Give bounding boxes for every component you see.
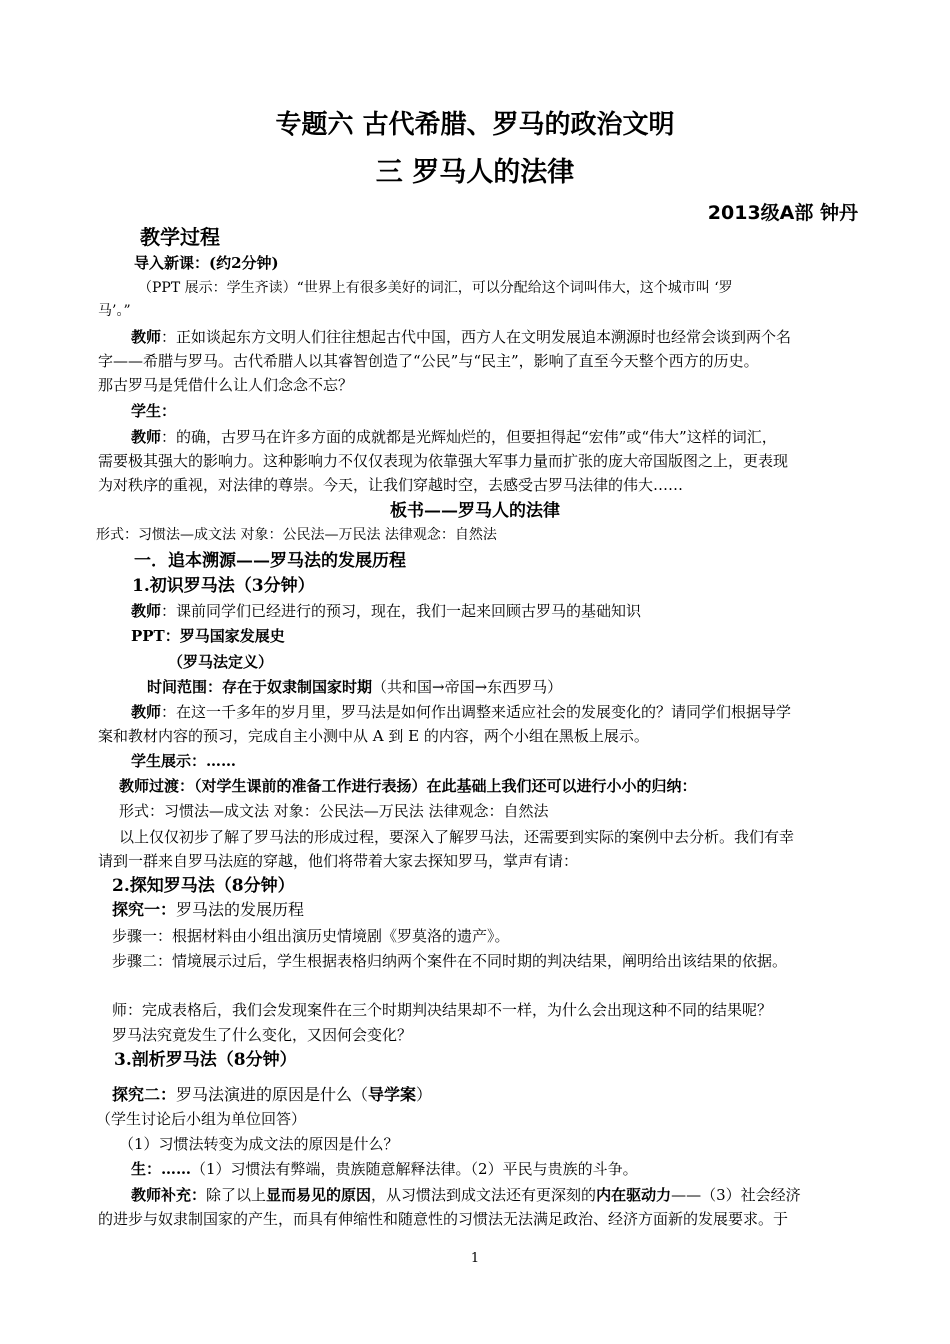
summary-line: 形式：习惯法—成文法 对象：公民法—万民法 法律观念：自然法 xyxy=(119,802,549,820)
supplement-emphasis: 内在驱动力 xyxy=(596,1186,672,1204)
roman-law-definition: （罗马法定义） xyxy=(168,653,274,671)
student-answer-label: 生：…… xyxy=(131,1160,192,1178)
section-teaching-process: 教学过程 xyxy=(140,225,220,249)
paragraph-text: ：在这一千多年的岁月里，罗马法是如何作出调整来适应社会的发展变化的？请同学们根据导学 xyxy=(161,703,792,721)
paragraph-line: 为对秩序的重视，对法律的尊崇。今天，让我们穿越时空，去感受古罗马法律的伟大…… xyxy=(98,476,684,494)
student-label: 学生： xyxy=(131,402,177,420)
explore-label: 探究二： xyxy=(112,1085,177,1104)
board-title: 板书——罗马人的法律 xyxy=(390,501,560,521)
paragraph-line: 字——希腊与罗马。古代希腊人以其睿智创造了“公民”与“民主”，影响了直至今天整个西方的历史。 xyxy=(98,352,759,370)
document-subtitle: 三 罗马人的法律 xyxy=(375,157,575,188)
teacher-label: 教师 xyxy=(131,328,162,346)
paragraph-line xyxy=(131,600,641,622)
question-line: 师：完成表格后，我们会发现案件在三个时期判决结果却不一样，为什么会出现这种不同的结果呢？ xyxy=(112,1001,773,1019)
paragraph-text: ：正如谈起东方文明人们往往想起古代中国，西方人在文明发展追本溯源时也经常会谈到两个名 xyxy=(161,328,792,346)
explore-two xyxy=(112,1084,432,1106)
teacher-label: 教师 xyxy=(131,602,162,620)
paragraph-text: ：课前同学们已经进行的预习，现在，我们一起来回顾古罗马的基础知识 xyxy=(161,602,642,620)
ppt-label: PPT：罗马国家发展史 xyxy=(131,627,285,645)
teacher-label: 教师 xyxy=(131,703,162,721)
subsection-heading: 2.探知罗马法（8分钟） xyxy=(112,876,295,896)
supplement-text: 除了以上 xyxy=(206,1186,267,1204)
paragraph-line: 需要极其强大的影响力。这种影响力不仅仅表现为依靠强大军事力量而扩张的庞大帝国版图之上，更表现 xyxy=(98,452,789,470)
time-range-label: 时间范围：存在于奴隶制国家时期 xyxy=(147,678,373,696)
intro-heading: 导入新课：(约2分钟) xyxy=(134,254,279,272)
paragraph-line xyxy=(131,326,791,348)
student-show: 学生展示：…… xyxy=(131,752,237,770)
explore-text-end: ） xyxy=(416,1085,433,1104)
supplement-text: ——（3）社会经济 xyxy=(671,1186,801,1204)
supplement-label: 教师补充： xyxy=(131,1186,207,1204)
time-range-line xyxy=(147,676,562,698)
explore-text: 罗马法的发展历程 xyxy=(176,900,305,919)
subsection-heading: 1.初识罗马法（3分钟） xyxy=(132,576,315,596)
teacher-transition: 教师过渡：（对学生课前的准备工作进行表扬）在此基础上我们还可以进行小小的归纳： xyxy=(119,777,697,795)
board-summary: 形式：习惯法—成文法 对象：公民法—万民法 法律观念：自然法 xyxy=(96,527,497,543)
teacher-label: 教师 xyxy=(131,428,162,446)
subsection-heading: 3.剖析罗马法（8分钟） xyxy=(114,1050,297,1070)
explore-text: 罗马法演进的原因是什么（ xyxy=(176,1085,369,1104)
explore-label: 探究一： xyxy=(112,900,177,919)
author-line: 2013级A部 钟丹 xyxy=(707,202,858,224)
paragraph-line: 以上仅仅初步了解了罗马法的形成过程，要深入了解罗马法，还需要到实际的案例中去分析。我们有幸 xyxy=(119,828,795,846)
question-line: （1）习惯法转变为成文法的原因是什么？ xyxy=(119,1135,399,1153)
supplement-text: ，从习惯法到成文法还有更深刻的 xyxy=(371,1186,597,1204)
paragraph-line xyxy=(131,701,791,723)
answer-text: （1）习惯法有弊端，贵族随意解释法律。（2）平民与贵族的斗争。 xyxy=(191,1160,638,1178)
paragraph-line: 的进步与奴隶制国家的产生，而具有伸缩性和随意性的习惯法无法满足政治、经济方面新的发展要求。于 xyxy=(98,1210,789,1228)
paragraph-line: 案和教材内容的预习，完成自主小测中从 A 到 E 的内容，两个小组在黑板上展示。 xyxy=(98,727,649,745)
discussion-note: （学生讨论后小组为单位回答） xyxy=(96,1110,307,1128)
step-one: 步骤一：根据材料由小组出演历史情境剧《罗莫洛的遗产》。 xyxy=(112,927,510,945)
step-two: 步骤二：情境展示过后，学生根据表格归纳两个案件在不同时期的判决结果，阐明给出该结果的依据。 xyxy=(112,952,788,970)
paragraph-line: 那古罗马是凭借什么让人们念念不忘？ xyxy=(98,376,354,394)
explore-one xyxy=(112,899,304,921)
supplement-emphasis: 显而易见的原因 xyxy=(266,1186,372,1204)
document-title: 专题六 古代希腊、罗马的政治文明 xyxy=(275,110,675,140)
section-heading: 一．追本溯源——罗马法的发展历程 xyxy=(134,551,406,571)
paragraph-line xyxy=(131,426,777,448)
paragraph-line: （PPT 展示：学生齐读）“世界上有很多美好的词汇，可以分配给这个词叫伟大，这个城市叫 ‘罗 xyxy=(138,280,733,296)
paragraph-text: ：的确，古罗马在许多方面的成就都是光辉灿烂的，但要担得起“宏伟”或“伟大”这样的词汇， xyxy=(161,428,777,446)
time-range-periods: （共和国→帝国→东西罗马） xyxy=(372,678,563,696)
page-number: 1 xyxy=(470,1251,480,1266)
guide-label: 导学案 xyxy=(368,1085,417,1104)
question-line: 罗马法究竟发生了什么变化，又因何会变化？ xyxy=(112,1026,413,1044)
answer-line xyxy=(131,1158,638,1180)
teacher-supplement xyxy=(131,1184,801,1206)
paragraph-line: 请到一群来自罗马法庭的穿越，他们将带着大家去探知罗马，掌声有请： xyxy=(98,852,579,870)
paragraph-line: 马’。” xyxy=(98,303,131,319)
